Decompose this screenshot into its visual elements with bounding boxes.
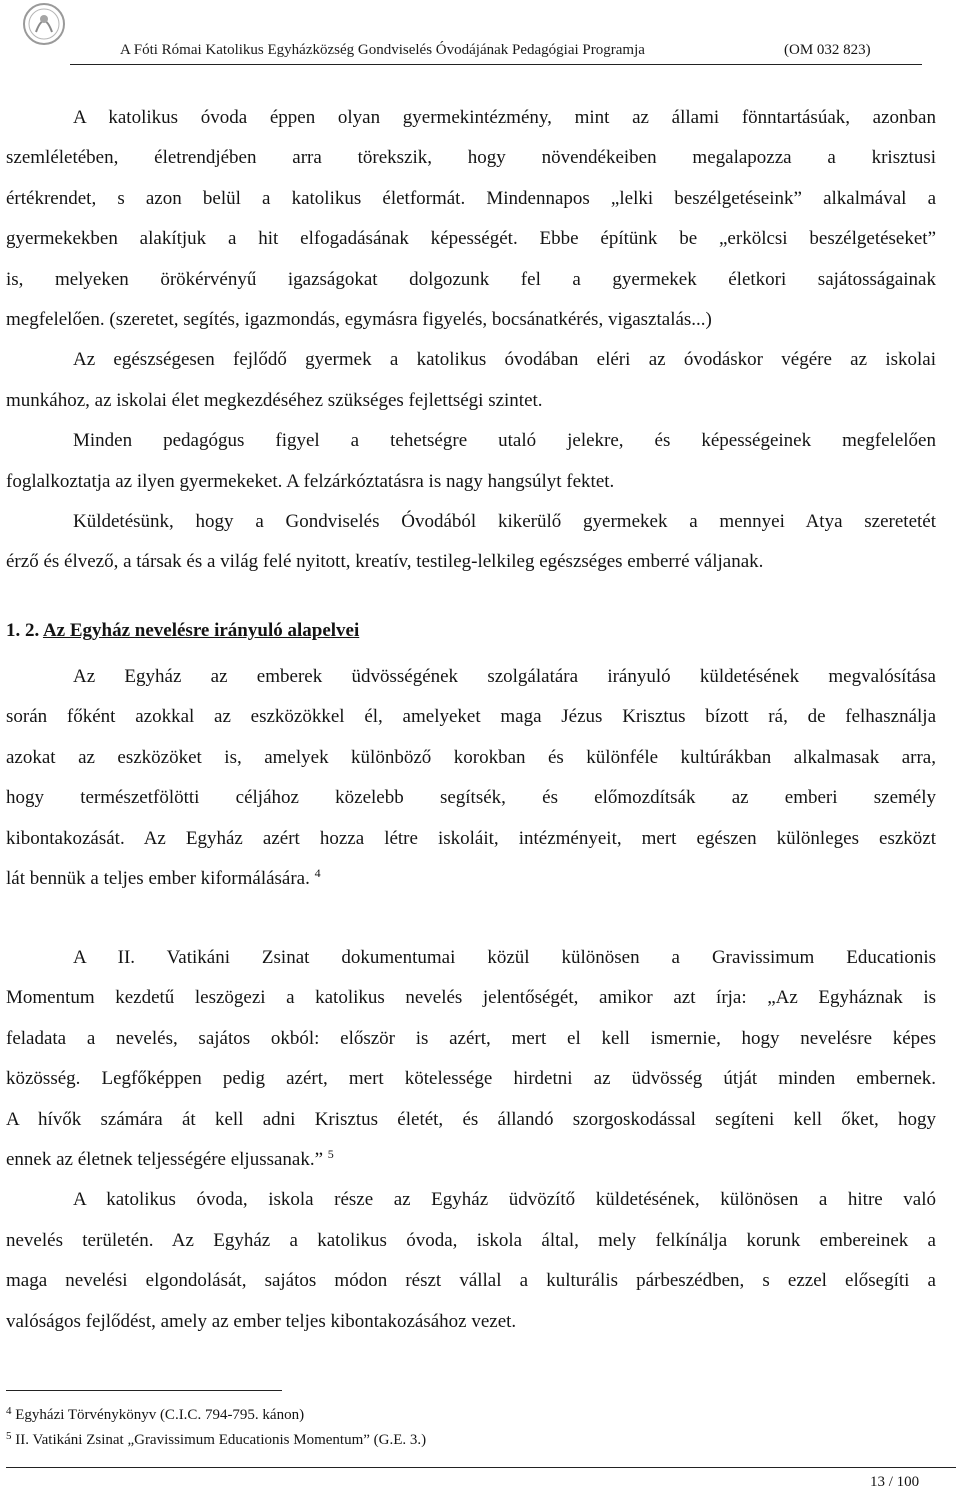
intro-section <box>6 98 936 583</box>
intro-paragraph-4 <box>6 502 936 583</box>
section-paragraph-2 <box>6 938 936 1180</box>
text-line: maga nevelési elgondolását, sajátos módon részt vállal a kulturális párbeszédben, s ezzel elősegíti a <box>6 1270 936 1292</box>
footnote-divider <box>6 1390 282 1391</box>
text-line: A hívők számára át kell adni Krisztus életét, és állandó szorgoskodással segíteni kell őket, hogy <box>6 1108 936 1130</box>
footnote-number: 4 <box>6 1405 12 1417</box>
text-line: azokat az eszközöket is, amelyek különböző korokban és különféle kultúrákban alkalmasak arra, <box>6 746 936 768</box>
header-title: A Fóti Római Katolikus Egyházközség Gondviselés Óvodájának Pedagógiai Programja <box>120 42 645 58</box>
text-line: valóságos fejlődést, amely az ember teljes kibontakozásához vezet. <box>6 1310 517 1332</box>
section-paragraph-1 <box>6 657 936 899</box>
text-line: nevelés területén. Az Egyház a katolikus óvoda, iskola által, mely felkínálja korunk embereinek a <box>6 1229 936 1251</box>
footnote-ref: 5 <box>327 1147 334 1162</box>
text-line: Az egészségesen fejlődő gyermek a katolikus óvodában eléri az óvodáskor végére az iskolai <box>73 349 936 371</box>
text-line <box>6 1140 936 1180</box>
text-line-content: lát bennük a teljes ember kiformálására. <box>6 868 310 890</box>
text-line: érző és élvező, a társak és a világ felé nyitott, kreatív, testileg-lelkileg egészséges emberré váljanak. <box>6 551 764 573</box>
section-body <box>6 657 936 899</box>
header-om-number: (OM 032 823) <box>784 42 871 58</box>
text-line: munkához, az iskolai élet megkezdéséhez szükséges fejlettségi szintet. <box>6 389 543 411</box>
text-line: Küldetésünk, hogy a Gondviselés Óvodából kikerülő gyermekek a mennyei Atya szeretetét <box>73 511 936 533</box>
intro-paragraph-3 <box>6 421 936 502</box>
section-number: 1. 2. <box>6 620 40 641</box>
text-line: is, melyeken örökérvényű igazságokat dolgozunk fel a gyermekek életkori sajátosságainak <box>6 268 936 290</box>
text-line: megfelelően. (szeretet, segítés, igazmondás, egymásra figyelés, bocsánatkérés, vigasztalás...) <box>6 309 712 331</box>
text-line: során főként azokkal az eszközökkel él, amelyeket maga Jézus Krisztus bízott rá, de felhasználja <box>6 706 936 728</box>
section-body-2 <box>6 938 936 1342</box>
intro-paragraph-2 <box>6 340 936 421</box>
text-line: A katolikus óvoda, iskola része az Egyház üdvözítő küldetésének, különösen a hitre való <box>73 1189 936 1211</box>
text-line: A II. Vatikáni Zsinat dokumentumai közül különösen a Gravissimum Educationis <box>73 947 936 968</box>
text-line: hogy természetfölötti céljához közelebb segítsék, és előmozdítsák az emberi személy <box>6 787 936 809</box>
header-divider <box>70 64 922 65</box>
text-line: közösség. Legfőképpen pedig azért, mert kötelessége hirdetni az üdvösség útját minden embernek. <box>6 1068 936 1090</box>
text-line: értékrendet, s azon belül a katolikus életformát. Mindennapos „lelki beszélgetéseink” alkalmával a <box>6 187 936 209</box>
footnote-4 <box>6 1407 304 1424</box>
text-line: szemléletében, életrendjében arra törekszik, hogy növendékeiben megalapozza a krisztusi <box>6 147 936 169</box>
page-number: 13 / 100 <box>870 1474 920 1490</box>
text-line: Minden pedagógus figyel a tehetségre utaló jelekre, és képességeinek megfelelően <box>73 430 936 452</box>
text-line <box>6 859 936 899</box>
text-line: kibontakozását. Az Egyház azért hozza létre iskoláit, intézményeit, mert egészen különleges eszközt <box>6 827 936 849</box>
text-line: A katolikus óvoda éppen olyan gyermekintézmény, mint az állami fönntartásúak, azonban <box>73 107 936 128</box>
section-title: Az Egyház nevelésre irányuló alapelvei <box>42 620 360 641</box>
text-line-content: ennek az életnek teljességére eljussanak.” <box>6 1149 324 1171</box>
footnote-ref: 4 <box>314 866 321 881</box>
section-paragraph-3 <box>6 1180 936 1342</box>
footnote-text: II. Vatikáni Zsinat „Gravissimum Educationis Momentum” (G.E. 3.) <box>15 1432 427 1448</box>
footnote-5 <box>6 1432 426 1449</box>
text-line: foglalkoztatja az ilyen gyermekeket. A felzárkóztatásra is nagy hangsúlyt fektet. <box>6 470 615 492</box>
text-line: feladata a nevelés, sajátos okból: először is azért, mert el kell ismernie, hogy nevelésre képes <box>6 1027 936 1049</box>
text-line: Momentum kezdetű leszögezi a katolikus nevelés jelentőségét, amikor azt írja: „Az Egyháznak is <box>6 987 936 1009</box>
parish-seal-logo-icon <box>22 2 66 46</box>
footnote-number: 5 <box>6 1430 12 1442</box>
text-line: gyermekekben alakítjuk a hit elfogadásának képességét. Ebbe építünk be „erkölcsi beszélgetéseket” <box>6 228 936 250</box>
intro-paragraph <box>6 98 936 340</box>
footnote-text: Egyházi Törvénykönyv (C.I.C. 794-795. kánon) <box>15 1407 305 1423</box>
section-heading <box>6 620 359 642</box>
text-line: Az Egyház az emberek üdvösségének szolgálatára irányuló küldetésének megvalósítása <box>73 666 936 687</box>
footer-divider <box>6 1467 956 1468</box>
